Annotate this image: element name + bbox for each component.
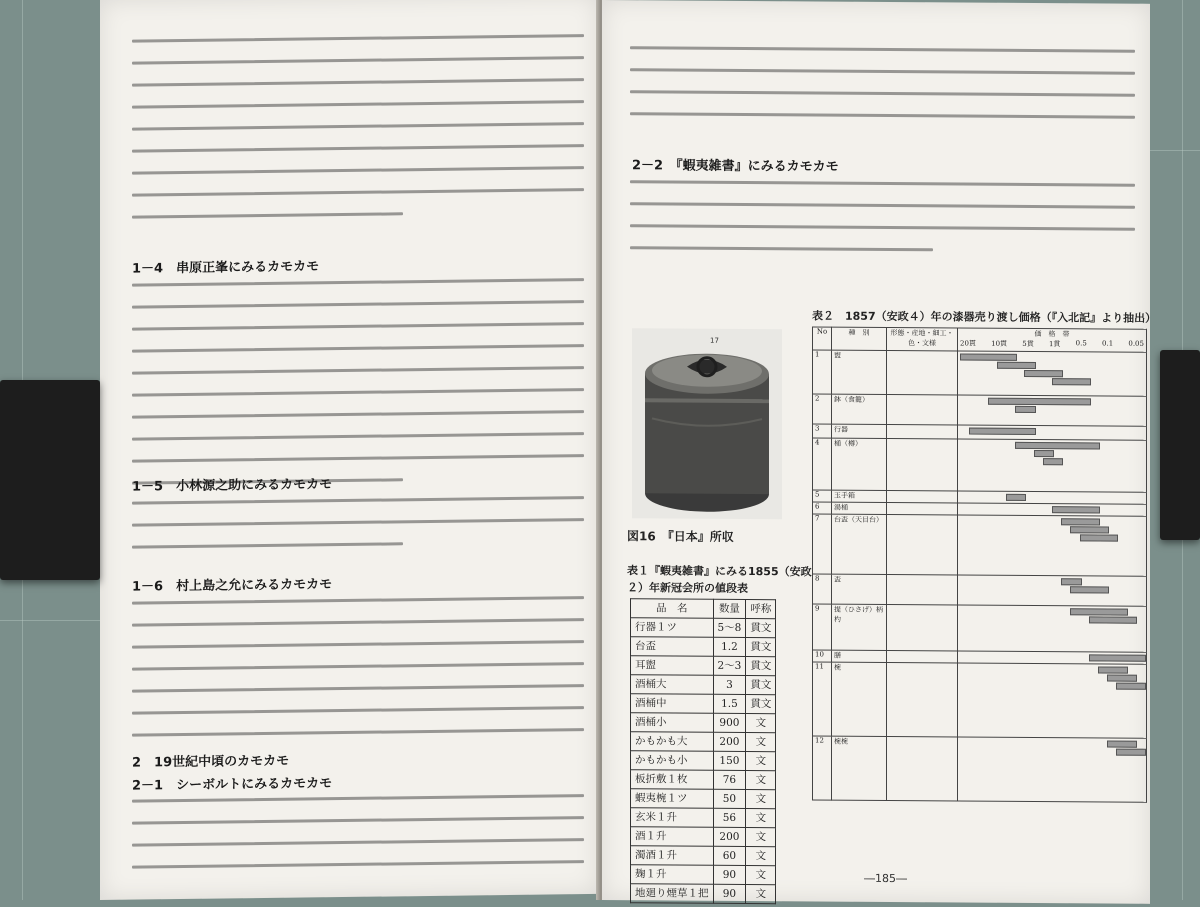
table-cell: 台盃 (631, 637, 714, 657)
table-cell: 行器 (832, 424, 887, 438)
table-cell: 膳 (832, 650, 887, 662)
table-cell: 貫文 (746, 657, 776, 676)
table-cell: 地廻り煙草１把 (631, 884, 714, 904)
price-range-header: 価 格 帯 (1034, 330, 1070, 339)
table-cell: 4 (813, 438, 832, 490)
price-bar-cell (958, 439, 1147, 492)
price-table-1 (630, 598, 776, 904)
table-row (631, 827, 776, 847)
table-cell: 盃 (832, 574, 887, 604)
table-cell: 玉手箱 (832, 490, 887, 502)
price-bar-cell (958, 605, 1147, 652)
table-cell (887, 438, 958, 490)
price-bar (1015, 442, 1100, 450)
table-row (813, 574, 1147, 606)
table-cell: 10 (813, 650, 832, 662)
table-cell: 玄米１升 (631, 808, 714, 828)
price-bar (997, 362, 1036, 369)
table-cell: 文 (746, 771, 776, 790)
table-cell: 文 (746, 733, 776, 752)
table-header-cell: 種 別 (832, 327, 887, 350)
heading-1-6: 1－6 村上島之允にみるカモカモ (132, 577, 333, 595)
table-cell (887, 394, 958, 424)
scale-label: 10貫 (991, 339, 1008, 348)
table-row (631, 789, 776, 809)
page-weight-left (0, 380, 100, 580)
table-cell (887, 736, 958, 800)
scale-label: 0.05 (1128, 339, 1144, 348)
table-header-cell (958, 328, 1147, 352)
table-cell: 盥 (832, 350, 887, 394)
table1-caption: 表１『蝦夷雑書』にみる1855（安政２）年新冠会所の値段表 (627, 564, 812, 596)
table-row (631, 884, 776, 904)
table-row (631, 751, 776, 771)
table-cell: 2～3 (713, 656, 746, 675)
table-cell: 5 (813, 490, 832, 502)
table-cell: 3 (813, 424, 832, 438)
table-header-cell: No (813, 327, 832, 350)
figure-kamokamo-photo (632, 328, 782, 519)
price-bar-cell (958, 425, 1147, 440)
table-cell: 麹１升 (631, 865, 714, 885)
table-cell: 提（ひさげ）柄杓 (832, 604, 887, 650)
price-bar (1098, 666, 1128, 673)
table-cell: 1 (813, 350, 832, 394)
table-cell: 150 (713, 751, 746, 770)
table-row (813, 350, 1147, 396)
heading-2: 2 19世紀中頃のカモカモ (132, 753, 290, 771)
scale-label: 1貫 (1048, 340, 1061, 349)
table-cell: 1.5 (713, 694, 746, 713)
table-row (813, 514, 1147, 576)
table-cell: 酒桶大 (631, 675, 714, 695)
table-cell: 8 (813, 574, 832, 604)
table-row (631, 656, 776, 676)
cutting-mat-gridline (0, 620, 100, 621)
table-cell: 9 (813, 604, 832, 650)
table-row (631, 865, 776, 885)
right-page (602, 0, 1157, 904)
price-scale (960, 338, 1144, 349)
paragraph-1-6 (132, 596, 584, 756)
table-row (631, 618, 776, 638)
price-bar (1061, 518, 1100, 525)
table-cell: 湯桶 (832, 502, 887, 514)
price-bar (988, 398, 1091, 406)
table-cell: 文 (746, 809, 776, 828)
price-table-2 (812, 326, 1147, 802)
paragraph-2-2 (630, 180, 1135, 272)
table-cell: 椀椀 (832, 736, 887, 800)
table-row (631, 808, 776, 828)
price-bar (1070, 526, 1109, 533)
paragraph-continued (630, 46, 1135, 138)
table-cell: 60 (713, 846, 746, 865)
table-cell: 耳盥 (631, 656, 714, 676)
table-row (813, 604, 1147, 652)
table-cell: 90 (713, 884, 746, 903)
price-bar-cell (958, 515, 1147, 576)
price-bar (1061, 578, 1081, 585)
price-bar (1052, 506, 1100, 513)
table-cell (887, 424, 958, 438)
table-cell: かもかも小 (631, 751, 714, 771)
table-row (631, 770, 776, 790)
price-bar (1089, 654, 1146, 661)
table-cell: 文 (746, 885, 776, 904)
table-cell: 貫文 (746, 638, 776, 657)
table-row (631, 675, 776, 695)
table-row (631, 732, 776, 752)
price-bar (1015, 406, 1035, 413)
price-bar-cell (958, 663, 1147, 738)
table-cell: 文 (746, 847, 776, 866)
table-cell: 桶（樽） (832, 438, 887, 490)
table-cell: 1.2 (713, 637, 746, 656)
table-cell: 文 (746, 828, 776, 847)
price-bar-cell (958, 395, 1147, 426)
paragraph-1-4 (132, 278, 584, 504)
table2-caption: 表２ 1857（安政４）年の漆器売り渡し価格（『入北記』より抽出） (812, 309, 1157, 325)
table-cell: 貫文 (746, 695, 776, 714)
table-cell: 文 (746, 866, 776, 885)
table-cell: 台盃（天目台） (832, 514, 887, 574)
price-bar (969, 428, 1035, 435)
left-page (100, 0, 598, 900)
table-header-row (813, 327, 1147, 352)
heading-2-2: 2－2 『蝦夷雑書』にみるカモカモ (632, 158, 839, 175)
price-bar-cell (958, 351, 1147, 396)
heading-1-5: 1－5 小林源之助にみるカモカモ (132, 477, 333, 495)
table-cell (887, 514, 958, 574)
price-bar (1034, 450, 1054, 457)
kamokamo-container-illustration (632, 328, 782, 519)
price-bar (1107, 675, 1137, 682)
table-cell: かもかも大 (631, 732, 714, 752)
table-cell: 6 (813, 502, 832, 514)
price-bar-cell (958, 737, 1147, 802)
price-bar (1070, 608, 1127, 615)
table-cell (887, 350, 958, 394)
table-cell: 文 (746, 752, 776, 771)
table-header-cell: 形態・産地・細工・色・文様 (887, 327, 958, 350)
price-bar (1070, 586, 1109, 593)
table-cell (887, 662, 958, 736)
table-header-row (631, 599, 776, 619)
table-cell: 貫文 (746, 619, 776, 638)
table-header-cell: 呼称 (746, 600, 776, 619)
table-header-cell: 数量 (713, 599, 746, 618)
page-weight-right (1160, 350, 1200, 540)
table-cell (887, 490, 958, 502)
price-bar (1080, 534, 1119, 541)
table-cell (887, 502, 958, 514)
table-row (813, 662, 1147, 738)
table-cell (887, 650, 958, 662)
table-cell: 酒桶中 (631, 694, 714, 714)
table-cell: 濁酒１升 (631, 846, 714, 866)
table-header-cell: 品 名 (631, 599, 714, 619)
table-cell: 板折敷１枚 (631, 770, 714, 790)
table-cell: 12 (813, 736, 832, 800)
table-cell: 行器１ツ (631, 618, 714, 638)
table-cell: 貫文 (746, 676, 776, 695)
table-cell: 椀 (832, 662, 887, 736)
table-row (631, 694, 776, 714)
table-cell (887, 574, 958, 604)
table-cell: 2 (813, 394, 832, 424)
price-bar (1043, 458, 1063, 465)
table-row (631, 846, 776, 866)
price-bar (1116, 683, 1146, 690)
scale-label: 5貫 (1022, 339, 1034, 349)
figure-number: 17 (710, 336, 719, 345)
table-cell: 200 (713, 732, 746, 751)
price-bar (1107, 741, 1137, 748)
table-cell: 11 (813, 662, 832, 736)
table-cell: 蝦夷椀１ツ (631, 789, 714, 809)
table-cell: 76 (713, 770, 746, 789)
table-cell: 酒桶小 (631, 713, 714, 733)
scale-label: 20貫 (960, 339, 976, 348)
table-cell: 56 (713, 808, 746, 827)
price-bar (1006, 494, 1026, 501)
table-cell: 200 (713, 827, 746, 846)
scale-label: 0.5 (1075, 339, 1087, 348)
price-bar (960, 353, 1017, 360)
table-cell: 7 (813, 514, 832, 574)
price-bar (1116, 749, 1146, 756)
table-cell: 文 (746, 790, 776, 809)
table-cell: 900 (713, 713, 746, 732)
price-bar (1024, 370, 1063, 377)
price-bar (1052, 378, 1091, 385)
table-cell: 3 (713, 675, 746, 694)
scale-label: 0.1 (1102, 339, 1114, 348)
price-bar (1089, 616, 1137, 623)
table-cell: 90 (713, 865, 746, 884)
table-cell (887, 604, 958, 650)
table-row (813, 394, 1147, 426)
table-row (813, 736, 1147, 802)
paragraph-2-1 (132, 794, 584, 888)
paragraph-intro (132, 34, 584, 238)
table-cell: 鉢（食籠） (832, 394, 887, 424)
table-cell: 酒１升 (631, 827, 714, 847)
table-cell: 50 (713, 789, 746, 808)
table-row (631, 637, 776, 657)
price-bar-cell (958, 575, 1147, 606)
heading-1-4: 1－4 串原正峯にみるカモカモ (132, 259, 320, 277)
table-row (813, 438, 1147, 492)
table-cell: 文 (746, 714, 776, 733)
figure-caption: 図16 『日本』所収 (627, 529, 734, 544)
paragraph-1-5 (132, 496, 584, 568)
table-row (631, 713, 776, 733)
page-number: ―185― (864, 871, 907, 886)
table-cell: 5～8 (713, 618, 746, 637)
heading-2-1: 2－1 シーボルトにみるカモカモ (132, 776, 333, 794)
